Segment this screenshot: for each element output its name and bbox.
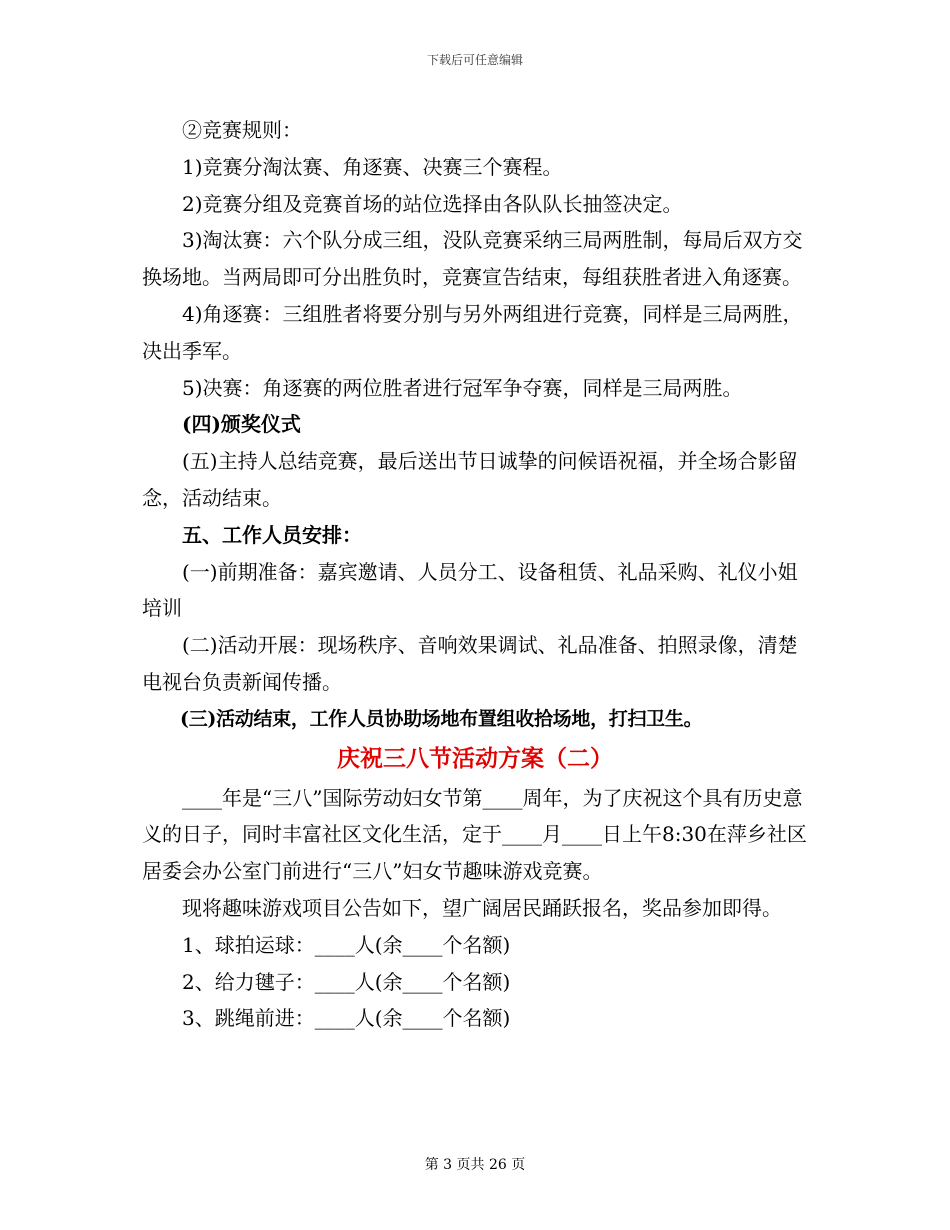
game-item-2: 2、给力毽子：____人(余____个名额) bbox=[182, 969, 511, 994]
staff-item-1: (一)前期准备：嘉宾邀请、人员分工、设备租赁、礼品采购、礼仪小姐培训 bbox=[142, 559, 798, 621]
rule-item-1: 1)竞赛分淘汰赛、角逐赛、决赛三个赛程。 bbox=[182, 154, 563, 179]
rule-item-3: 3)淘汰赛：六个队分成三组，没队竞赛采纳三局两胜制，每局后双方交换场地。当两局即可分出胜负时，竞赛宣告结束，每组获胜者进入角逐赛。 bbox=[142, 228, 803, 290]
rule-item-2: 2)竞赛分组及竞赛首场的站位选择由各队队长抽签决定。 bbox=[182, 191, 683, 216]
closing-paragraph: (五)主持人总结竞赛，最后送出节日诚挚的问候语祝福，并全场合影留念，活动结束。 bbox=[142, 449, 798, 510]
rule-item-4: 4)角逐赛：三组胜者将要分别与另外两组进行竞赛，同样是三局两胜，决出季军。 bbox=[142, 301, 803, 363]
announcement-paragraph: 现将趣味游戏项目公告如下，望广阔居民踊跃报名，奖品参加即得。 bbox=[182, 895, 782, 920]
staff-arrangement-heading: 五、工作人员安排： bbox=[182, 522, 362, 547]
staff-item-2: (二)活动开展：现场秩序、音响效果调试、礼品准备、拍照录像，清楚电视台负责新闻传播。 bbox=[142, 633, 798, 694]
page-header: 下载后可任意编辑 bbox=[426, 53, 523, 67]
rule-item-5: 5)决赛：角逐赛的两位胜者进行冠军争夺赛，同样是三局两胜。 bbox=[182, 375, 743, 400]
award-ceremony-heading: (四)颁奖仪式 bbox=[182, 412, 301, 437]
game-item-3: 3、跳绳前进：____人(余____个名额) bbox=[182, 1006, 511, 1031]
rules-heading: ②竞赛规则： bbox=[182, 118, 302, 142]
document-body bbox=[142, 112, 808, 1037]
page-footer: 第 3 页共 26 页 bbox=[424, 1157, 526, 1173]
intro-paragraph: ____年是“三八”国际劳动妇女节第____周年，为了庆祝这个具有历史意义的日子，同时丰富社区文化生活，定于____月____日上午8:30在萍乡社区居委会办公室门前进行“三八”妇女节趣味游戏竞赛。 bbox=[142, 785, 807, 884]
staff-item-3: (三)活动结束，工作人员协助场地布置组收拾场地，打扫卫生。 bbox=[180, 707, 703, 730]
section-title: 庆祝三八节活动方案（二） bbox=[337, 744, 613, 772]
game-item-1: 1、球拍运球：____人(余____个名额) bbox=[182, 932, 511, 957]
